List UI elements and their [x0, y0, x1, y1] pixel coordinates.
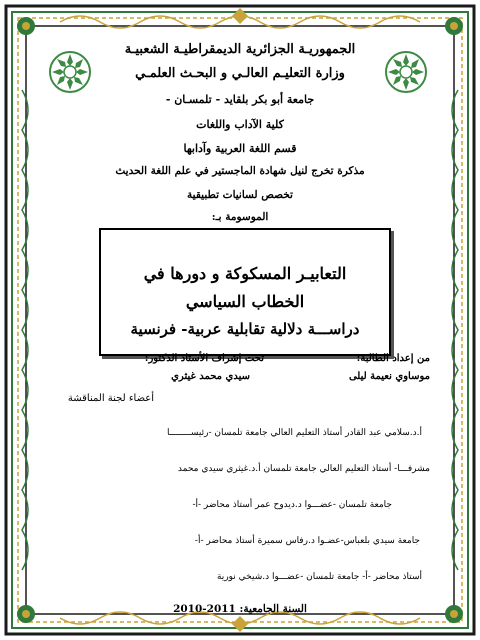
university-name: جامعة أبو بكر بلقايد - تلمسـان -: [165, 93, 315, 106]
committee-member: جامعة سيدي بلعباس-عضـوا د.رفاس سميرة أستاذ محاضر -أ-: [194, 536, 420, 546]
title-box: [99, 228, 391, 356]
student-name: موساوي نعيمة ليلى: [348, 371, 430, 382]
title-line-3: دراســـة دلالية تقابلية عربية- فرنسية: [130, 320, 360, 338]
faculty-name: كلية الآداب واللغات: [196, 118, 284, 131]
republic-title: الجمهوريـة الجزائرية الديمقراطيـة الشعبيـة: [124, 42, 356, 57]
title-line-1: التعابيـر المسكوكة و دورها في: [143, 264, 347, 283]
academic-year-value: 2010-2011: [173, 603, 236, 615]
supervisor-label: تحت إشراف الأستاذ الدكتور:: [144, 353, 264, 364]
committee-member: أ.د.سلامي عبد القادر أستاذ التعليم العالي جامعة تلمسان -رئيســــــــا: [167, 428, 422, 438]
committee-member: مشرفـــا- أستاذ التعليم العالي جامعة تلمسان أ.د.غيثري سيدي محمد: [177, 464, 430, 474]
ministry-title: وزارة التعليـم العالـي و البحـث العلمـي: [135, 66, 345, 81]
academic-year-label: السنة الجامعية:: [239, 603, 307, 615]
student-label: من إعداد الطالبة:: [356, 353, 430, 364]
committee-member: جامعة تلمسان -عضـــوا د.ديدوح عمر أستاذ محاضر -أ-: [192, 500, 392, 510]
title-line-2: الخطاب السياسي: [185, 292, 305, 311]
committee-heading: أعضاء لجنة المناقشة: [67, 393, 154, 404]
department-name: قسم اللغة العربية وآدابها: [183, 142, 297, 155]
titled-label: الموسومة بـ:: [211, 211, 269, 223]
thesis-type: مذكرة تخرج لنيل شهادة الماجستير في علم اللغة الحديث: [115, 165, 365, 177]
specialty: تخصص لسانيات تطبيقية: [187, 189, 293, 201]
committee-member: أستاذ محاضر -أ- جامعة تلمسان -عضـــوا د.شيخي نورية: [216, 572, 422, 582]
academic-year: [0, 603, 480, 615]
supervisor-name: سيدي محمد غيثري: [171, 371, 250, 382]
